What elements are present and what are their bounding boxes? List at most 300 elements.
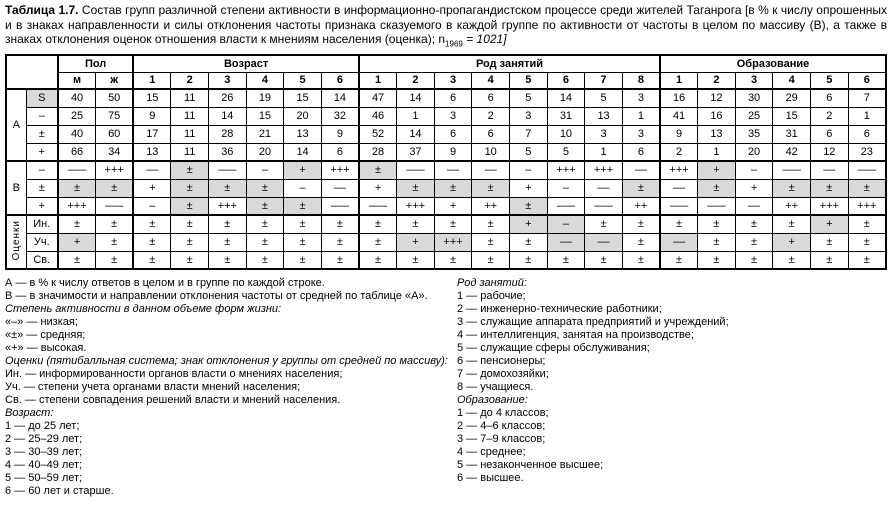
data-cell: +++ bbox=[547, 161, 585, 179]
data-cell: 6 bbox=[472, 125, 510, 143]
data-cell: ± bbox=[848, 233, 886, 251]
data-cell: 42 bbox=[773, 143, 811, 161]
data-cell: ± bbox=[133, 215, 171, 233]
data-cell: 12 bbox=[698, 89, 736, 107]
data-cell: 11 bbox=[171, 143, 209, 161]
footnote-line: 2 — 4–6 классов; bbox=[457, 420, 546, 433]
data-cell: ± bbox=[321, 251, 359, 269]
data-cell: 13 bbox=[133, 143, 171, 161]
data-cell: – bbox=[547, 215, 585, 233]
data-cell: ± bbox=[359, 161, 397, 179]
data-cell: 14 bbox=[397, 125, 435, 143]
data-cell: 40 bbox=[58, 125, 96, 143]
col-header: 2 bbox=[698, 72, 736, 89]
data-cell: –– bbox=[660, 233, 698, 251]
data-cell: 7 bbox=[848, 89, 886, 107]
data-cell: + bbox=[284, 161, 322, 179]
data-cell: 2 bbox=[660, 143, 698, 161]
col-header: 3 bbox=[434, 72, 472, 89]
data-cell: 3 bbox=[585, 125, 623, 143]
data-cell: 2 bbox=[811, 107, 849, 125]
row-label: – bbox=[26, 161, 58, 179]
data-cell: +++ bbox=[848, 197, 886, 215]
data-cell: + bbox=[698, 161, 736, 179]
data-cell: 29 bbox=[773, 89, 811, 107]
col-header: 1 bbox=[660, 72, 698, 89]
footnote-line: 1 — рабочие; bbox=[457, 290, 526, 303]
col-header: 1 bbox=[133, 72, 171, 89]
data-cell: 2 bbox=[472, 107, 510, 125]
data-cell: –– bbox=[434, 161, 472, 179]
data-cell: ± bbox=[811, 251, 849, 269]
footnote-line: 7 — домохозяйки; bbox=[457, 368, 549, 381]
data-cell: ± bbox=[472, 215, 510, 233]
data-cell: ––– bbox=[585, 197, 623, 215]
data-cell: ± bbox=[209, 251, 247, 269]
footnote-line: Оценки (пятибалльная система; знак отклонения у группы от средней по массиву): bbox=[5, 355, 448, 368]
data-cell: ± bbox=[848, 215, 886, 233]
data-cell: 6 bbox=[321, 143, 359, 161]
data-cell: 10 bbox=[472, 143, 510, 161]
data-cell: 11 bbox=[171, 89, 209, 107]
data-cell: 14 bbox=[321, 89, 359, 107]
data-cell: 50 bbox=[96, 89, 134, 107]
col-header: 2 bbox=[397, 72, 435, 89]
data-cell: + bbox=[434, 197, 472, 215]
footnote-line: 5 — 50–59 лет; bbox=[5, 472, 83, 485]
data-cell: ± bbox=[397, 215, 435, 233]
data-cell: +++ bbox=[96, 161, 134, 179]
data-cell: ––– bbox=[58, 161, 96, 179]
data-cell: 14 bbox=[397, 89, 435, 107]
row-group-label bbox=[6, 161, 26, 215]
footnote-line: А — в % к числу ответов в целом и в группе по каждой строке. bbox=[5, 277, 325, 290]
data-cell: ± bbox=[622, 233, 660, 251]
data-cell: 17 bbox=[133, 125, 171, 143]
footnote-line: 3 — служащие аппарата предприятий и учреждений; bbox=[457, 316, 729, 329]
data-cell: 12 bbox=[811, 143, 849, 161]
data-cell: ± bbox=[96, 215, 134, 233]
row-label: ± bbox=[26, 125, 58, 143]
data-cell: ± bbox=[547, 251, 585, 269]
data-cell: +++ bbox=[58, 197, 96, 215]
data-cell: –– bbox=[133, 161, 171, 179]
data-cell: –– bbox=[547, 233, 585, 251]
row-label: Уч. bbox=[26, 233, 58, 251]
footnote-line: 3 — 30–39 лет; bbox=[5, 446, 83, 459]
col-header: 5 bbox=[510, 72, 548, 89]
data-cell: ––– bbox=[209, 161, 247, 179]
data-cell: ± bbox=[622, 215, 660, 233]
data-cell: 3 bbox=[510, 107, 548, 125]
data-cell: ± bbox=[209, 179, 247, 197]
data-cell: ± bbox=[397, 179, 435, 197]
data-cell: 60 bbox=[96, 125, 134, 143]
caption-n-value: = 1021] bbox=[462, 32, 507, 47]
data-cell: ± bbox=[246, 197, 284, 215]
data-cell: 31 bbox=[547, 107, 585, 125]
data-cell: 15 bbox=[284, 89, 322, 107]
data-cell: ± bbox=[321, 233, 359, 251]
data-cell: ––– bbox=[660, 197, 698, 215]
col-group-label-3: Род занятий bbox=[359, 55, 660, 72]
data-cell: ––– bbox=[773, 161, 811, 179]
data-cell: 6 bbox=[434, 89, 472, 107]
data-cell: ± bbox=[510, 233, 548, 251]
data-cell: ± bbox=[397, 251, 435, 269]
footnote-line: Образование: bbox=[457, 394, 528, 407]
data-cell: ––– bbox=[96, 197, 134, 215]
footnote-line: «–» — низкая; bbox=[5, 316, 78, 329]
data-cell: ± bbox=[171, 215, 209, 233]
col-header: 7 bbox=[585, 72, 623, 89]
footnote-line: 5 — служащие сферы обслуживания; bbox=[457, 342, 650, 355]
data-cell: + bbox=[811, 215, 849, 233]
data-cell: ± bbox=[698, 215, 736, 233]
col-header: 4 bbox=[773, 72, 811, 89]
data-cell: ++ bbox=[472, 197, 510, 215]
data-cell: ± bbox=[171, 197, 209, 215]
data-cell: 5 bbox=[510, 143, 548, 161]
data-cell: –– bbox=[321, 179, 359, 197]
data-cell: 9 bbox=[660, 125, 698, 143]
data-cell: ± bbox=[585, 251, 623, 269]
data-cell: 11 bbox=[171, 107, 209, 125]
data-cell: ± bbox=[321, 215, 359, 233]
data-cell: + bbox=[773, 233, 811, 251]
col-header: 5 bbox=[811, 72, 849, 89]
data-cell: 15 bbox=[246, 107, 284, 125]
data-cell: ± bbox=[359, 251, 397, 269]
data-cell: 1 bbox=[848, 107, 886, 125]
footnote-line: 1 — до 25 лет; bbox=[5, 420, 80, 433]
data-cell: ± bbox=[58, 215, 96, 233]
col-header: 6 bbox=[547, 72, 585, 89]
caption-n-subscript: 1969 bbox=[445, 39, 463, 49]
footnote-line: 6 — 60 лет и старше. bbox=[5, 485, 114, 498]
data-cell: 16 bbox=[698, 107, 736, 125]
data-cell: ± bbox=[284, 233, 322, 251]
row-label: Ин. bbox=[26, 215, 58, 233]
data-cell: 3 bbox=[622, 89, 660, 107]
row-label: Св. bbox=[26, 251, 58, 269]
data-cell: 13 bbox=[284, 125, 322, 143]
data-cell: ± bbox=[698, 179, 736, 197]
data-cell: ± bbox=[735, 215, 773, 233]
data-cell: 7 bbox=[510, 125, 548, 143]
col-header: 3 bbox=[735, 72, 773, 89]
data-cell: ± bbox=[133, 251, 171, 269]
data-cell: ± bbox=[246, 215, 284, 233]
footnote-line: Степень активности в данном объеме форм жизни: bbox=[5, 303, 282, 316]
footnote-line: Уч. — степени учета органами власти мнений населения; bbox=[5, 381, 301, 394]
data-cell: 6 bbox=[472, 89, 510, 107]
data-cell: – bbox=[284, 179, 322, 197]
data-cell: 9 bbox=[133, 107, 171, 125]
data-cell: ± bbox=[848, 251, 886, 269]
data-cell: ± bbox=[96, 233, 134, 251]
col-header: 5 bbox=[284, 72, 322, 89]
data-cell: –– bbox=[585, 233, 623, 251]
data-cell: 25 bbox=[735, 107, 773, 125]
data-cell: ––– bbox=[547, 197, 585, 215]
data-cell: ± bbox=[472, 179, 510, 197]
data-cell: 36 bbox=[209, 143, 247, 161]
data-cell: 3 bbox=[434, 107, 472, 125]
data-cell: 6 bbox=[848, 125, 886, 143]
data-cell: ± bbox=[434, 179, 472, 197]
footnote-line: Ин. — информированности органов власти о мнениях населения; bbox=[5, 368, 343, 381]
data-cell: ± bbox=[359, 233, 397, 251]
data-cell: ± bbox=[773, 215, 811, 233]
footnote-line: Род занятий: bbox=[457, 277, 527, 290]
row-group-label bbox=[6, 215, 26, 269]
data-cell: 9 bbox=[434, 143, 472, 161]
data-cell: 6 bbox=[811, 89, 849, 107]
footnote-line: 5 — незаконченное высшее; bbox=[457, 459, 604, 472]
col-group-label-1: Пол bbox=[58, 55, 133, 72]
footnote-line: Возраст: bbox=[5, 407, 54, 420]
row-group-label bbox=[6, 89, 26, 161]
col-header: 1 bbox=[359, 72, 397, 89]
activity-table bbox=[5, 54, 887, 270]
data-cell: ± bbox=[472, 251, 510, 269]
data-cell: ± bbox=[209, 233, 247, 251]
data-cell: ± bbox=[284, 215, 322, 233]
data-cell: ± bbox=[171, 251, 209, 269]
data-cell: 25 bbox=[58, 107, 96, 125]
data-cell: ± bbox=[284, 251, 322, 269]
data-cell: ± bbox=[735, 233, 773, 251]
table-caption bbox=[5, 3, 887, 49]
footnote-line: В — в значимости и направлении отклонения частоты от средней по таблице «А». bbox=[5, 290, 428, 303]
data-cell: – bbox=[133, 197, 171, 215]
data-cell: ± bbox=[434, 251, 472, 269]
data-cell: ± bbox=[773, 251, 811, 269]
row-group-label-text: Оценки bbox=[10, 220, 22, 261]
data-cell: +++ bbox=[321, 161, 359, 179]
data-cell: 23 bbox=[848, 143, 886, 161]
col-header: 4 bbox=[246, 72, 284, 89]
data-cell: 20 bbox=[284, 107, 322, 125]
data-cell: 5 bbox=[585, 89, 623, 107]
col-group-label-4: Образование bbox=[660, 55, 886, 72]
data-cell: ± bbox=[171, 161, 209, 179]
data-cell: ± bbox=[848, 179, 886, 197]
data-cell: 35 bbox=[735, 125, 773, 143]
data-cell: 20 bbox=[246, 143, 284, 161]
data-cell: ± bbox=[434, 215, 472, 233]
data-cell: ± bbox=[698, 251, 736, 269]
data-cell: – bbox=[547, 179, 585, 197]
data-cell: ± bbox=[246, 179, 284, 197]
data-cell: ++ bbox=[773, 197, 811, 215]
data-cell: 66 bbox=[58, 143, 96, 161]
data-cell: +++ bbox=[397, 197, 435, 215]
data-cell: 1 bbox=[622, 107, 660, 125]
data-cell: 5 bbox=[510, 89, 548, 107]
data-cell: 6 bbox=[434, 125, 472, 143]
data-cell: ± bbox=[133, 233, 171, 251]
data-cell: ± bbox=[58, 251, 96, 269]
data-cell: ± bbox=[773, 179, 811, 197]
col-header: ж bbox=[96, 72, 134, 89]
data-cell: ± bbox=[585, 215, 623, 233]
data-cell: ± bbox=[811, 179, 849, 197]
data-cell: 37 bbox=[397, 143, 435, 161]
data-cell: ++ bbox=[622, 197, 660, 215]
data-cell: –– bbox=[622, 161, 660, 179]
data-cell: ± bbox=[622, 179, 660, 197]
corner-cell bbox=[6, 55, 58, 89]
data-cell: + bbox=[359, 179, 397, 197]
col-header: 2 bbox=[171, 72, 209, 89]
data-cell: ± bbox=[698, 233, 736, 251]
data-cell: ± bbox=[171, 179, 209, 197]
data-cell: ± bbox=[510, 197, 548, 215]
row-label: S bbox=[26, 89, 58, 107]
data-cell: 41 bbox=[660, 107, 698, 125]
data-cell: 6 bbox=[811, 125, 849, 143]
footnote-line: 2 — инженерно-технические работники; bbox=[457, 303, 662, 316]
footnote-line: 4 — интеллигенция, занятая на производстве; bbox=[457, 329, 694, 342]
row-label: + bbox=[26, 197, 58, 215]
data-cell: + bbox=[510, 215, 548, 233]
footnotes bbox=[5, 277, 887, 498]
data-cell: 19 bbox=[246, 89, 284, 107]
col-header: м bbox=[58, 72, 96, 89]
data-cell: 10 bbox=[547, 125, 585, 143]
footnote-line: 2 — 25–29 лет; bbox=[5, 433, 83, 446]
footnote-line: «±» — средняя; bbox=[5, 329, 86, 342]
data-cell: – bbox=[246, 161, 284, 179]
data-cell: –– bbox=[585, 179, 623, 197]
data-cell: 30 bbox=[735, 89, 773, 107]
data-cell: –– bbox=[660, 179, 698, 197]
data-cell: ± bbox=[622, 251, 660, 269]
row-group-label-text: А bbox=[12, 118, 20, 131]
data-cell: 15 bbox=[773, 107, 811, 125]
data-cell: + bbox=[510, 179, 548, 197]
data-cell: ± bbox=[246, 233, 284, 251]
data-cell: –– bbox=[811, 161, 849, 179]
row-label: + bbox=[26, 143, 58, 161]
col-header: 6 bbox=[848, 72, 886, 89]
data-cell: ± bbox=[284, 197, 322, 215]
data-cell: 28 bbox=[209, 125, 247, 143]
footnote-line: 4 — 40–49 лет; bbox=[5, 459, 83, 472]
data-cell: 47 bbox=[359, 89, 397, 107]
data-cell: ± bbox=[359, 215, 397, 233]
footnote-line: Св. — степени совпадения решений власти и мнений населения. bbox=[5, 394, 341, 407]
data-cell: ± bbox=[510, 251, 548, 269]
data-cell: 52 bbox=[359, 125, 397, 143]
data-cell: ––– bbox=[397, 161, 435, 179]
data-cell: +++ bbox=[811, 197, 849, 215]
data-cell: 16 bbox=[660, 89, 698, 107]
data-cell: +++ bbox=[660, 161, 698, 179]
data-cell: 5 bbox=[547, 143, 585, 161]
col-header: 6 bbox=[321, 72, 359, 89]
data-cell: ± bbox=[171, 233, 209, 251]
footnote-line: 1 — до 4 классов; bbox=[457, 407, 549, 420]
data-cell: ––– bbox=[321, 197, 359, 215]
data-cell: 6 bbox=[622, 143, 660, 161]
data-cell: ± bbox=[660, 215, 698, 233]
data-cell: ± bbox=[58, 179, 96, 197]
data-cell: +++ bbox=[434, 233, 472, 251]
data-cell: 40 bbox=[58, 89, 96, 107]
data-cell: 28 bbox=[359, 143, 397, 161]
data-cell: ± bbox=[660, 251, 698, 269]
data-cell: ––– bbox=[848, 161, 886, 179]
data-cell: 21 bbox=[246, 125, 284, 143]
footnotes-right bbox=[457, 277, 887, 498]
data-cell: + bbox=[58, 233, 96, 251]
caption-number: Таблица 1.7. bbox=[5, 3, 79, 17]
data-cell: 13 bbox=[698, 125, 736, 143]
footnote-line: 6 — пенсионеры; bbox=[457, 355, 546, 368]
data-cell: 1 bbox=[585, 143, 623, 161]
data-cell: ± bbox=[209, 215, 247, 233]
data-cell: 46 bbox=[359, 107, 397, 125]
data-cell: ± bbox=[735, 251, 773, 269]
data-cell: ± bbox=[246, 251, 284, 269]
data-cell: 1 bbox=[698, 143, 736, 161]
data-cell: ––– bbox=[698, 197, 736, 215]
data-cell: ––– bbox=[359, 197, 397, 215]
data-cell: + bbox=[397, 233, 435, 251]
data-cell: 1 bbox=[397, 107, 435, 125]
data-cell: 14 bbox=[209, 107, 247, 125]
data-cell: 31 bbox=[773, 125, 811, 143]
row-group-label-text: В bbox=[12, 181, 20, 194]
data-cell: 13 bbox=[585, 107, 623, 125]
data-cell: –– bbox=[735, 197, 773, 215]
footnotes-left bbox=[5, 277, 457, 498]
data-cell: ± bbox=[96, 179, 134, 197]
footnote-line: 6 — высшее. bbox=[457, 472, 524, 485]
col-group-label-2: Возраст bbox=[133, 55, 359, 72]
col-header: 8 bbox=[622, 72, 660, 89]
data-cell: 14 bbox=[547, 89, 585, 107]
data-cell: ± bbox=[472, 233, 510, 251]
data-cell: 20 bbox=[735, 143, 773, 161]
data-cell: ± bbox=[811, 233, 849, 251]
data-cell: +++ bbox=[585, 161, 623, 179]
data-cell: ± bbox=[96, 251, 134, 269]
data-cell: + bbox=[735, 179, 773, 197]
data-cell: 34 bbox=[96, 143, 134, 161]
data-cell: 32 bbox=[321, 107, 359, 125]
col-header: 3 bbox=[209, 72, 247, 89]
row-label: – bbox=[26, 107, 58, 125]
data-cell: +++ bbox=[209, 197, 247, 215]
footnote-line: «+» — высокая. bbox=[5, 342, 87, 355]
data-cell: 75 bbox=[96, 107, 134, 125]
data-cell: 9 bbox=[321, 125, 359, 143]
data-cell: –– bbox=[472, 161, 510, 179]
footnote-line: 4 — среднее; bbox=[457, 446, 526, 459]
caption-text: Состав групп различной степени активности в информационно-пропагандистском процессе среди жителей Таганрога [в % к числу опрошенных и в знаках направленности и силы отклонения частоты признака сказуемого в каждой группе по активности от частоты в целом по массиву (В), а также в знаках отклонения оценок отношения власти к мнениям населения (оценка); n bbox=[5, 3, 888, 47]
data-cell: 15 bbox=[133, 89, 171, 107]
col-header: 4 bbox=[472, 72, 510, 89]
data-cell: 26 bbox=[209, 89, 247, 107]
footnote-line: 8 — учащиеся. bbox=[457, 381, 534, 394]
footnote-line: 3 — 7–9 классов; bbox=[457, 433, 546, 446]
row-label: ± bbox=[26, 179, 58, 197]
data-cell: 14 bbox=[284, 143, 322, 161]
